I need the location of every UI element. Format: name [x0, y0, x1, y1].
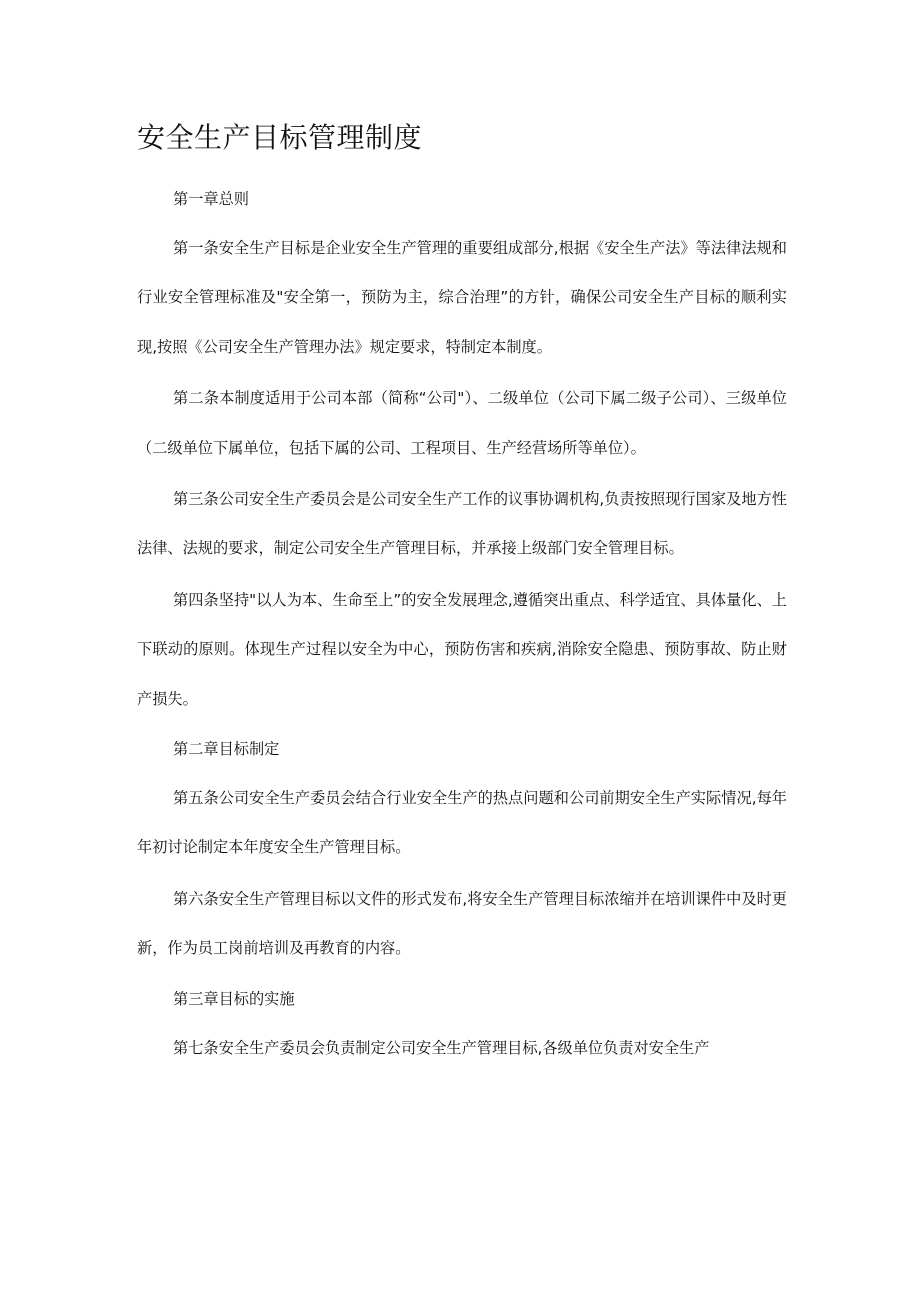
article-paragraph: 第六条安全生产管理目标以文件的形式发布,将安全生产管理目标浓缩并在培训课件中及时更新，作为员工岗前培训及再教育的内容。 — [137, 889, 787, 958]
article-paragraph: 第二条本制度适用于公司本部（简称“公司"）、二级单位（公司下属二级子公司）、三级单位（二级单位下属单位，包括下属的公司、工程项目、生产经营场所等单位）。 — [137, 389, 787, 457]
chapter-heading: 第二章目标制定 — [173, 740, 280, 759]
chapter-heading: 第三章目标的实施 — [173, 989, 295, 1008]
article-paragraph: 第七条安全生产委员会负责制定公司安全生产管理目标,各级单位负责对安全生产 — [173, 1038, 710, 1057]
chapter-heading: 第一章总则 — [173, 190, 249, 208]
article-paragraph: 第一条安全生产目标是企业安全生产管理的重要组成部分,根据《安全生产法》等法律法规和行业安全管理标准及"安全第一，预防为主，综合治理”的方针，确保公司安全生产目标的顺利实现,按照《公司安全生产管理办法》规定要求，特制定本制度。 — [137, 239, 787, 356]
article-paragraph: 第四条坚持"以人为本、生命至上”的安全发展理念,遵循突出重点、科学适宜、具体量化、上下联动的原则。体现生产过程以安全为中心，预防伤害和疾病,消除安全隐患、预防事故、防止财产损失。 — [137, 590, 787, 708]
document-title: 安全生产目标管理制度 — [137, 121, 423, 154]
article-paragraph: 第三条公司安全生产委员会是公司安全生产工作的议事协调机构,负责按照现行国家及地方性法律、法规的要求，制定公司安全生产管理目标，并承接上级部门安全管理目标。 — [137, 490, 787, 558]
article-paragraph: 第五条公司安全生产委员会结合行业安全生产的热点问题和公司前期安全生产实际情况,每年年初讨论制定本年度安全生产管理目标。 — [137, 789, 787, 857]
document-body — [137, 176, 787, 1075]
